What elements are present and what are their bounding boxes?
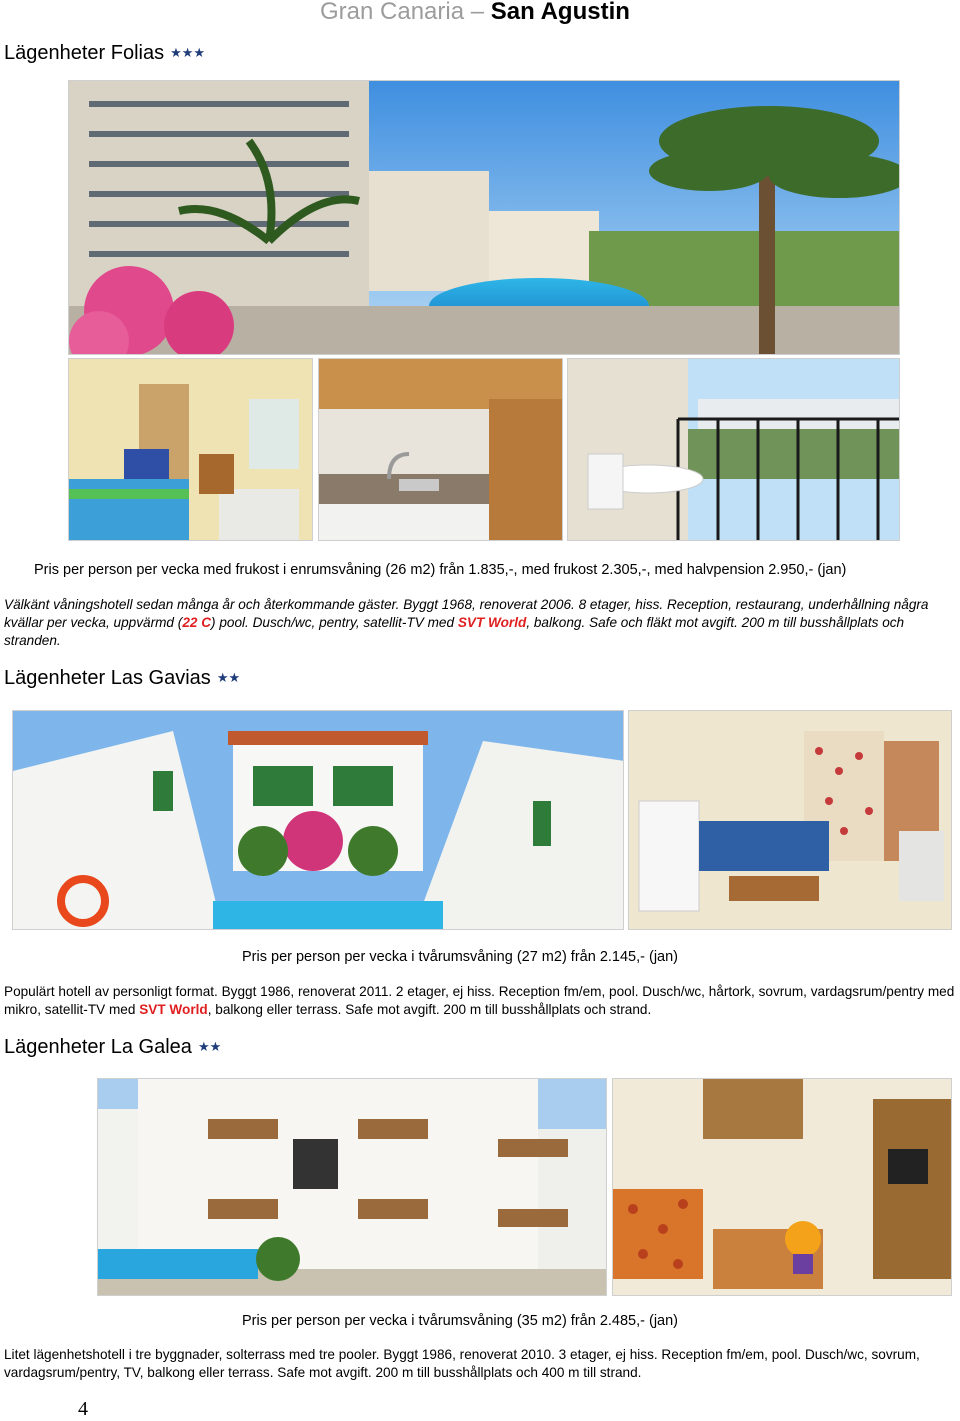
gavias-svt-world: SVT World: [139, 1002, 208, 1017]
folias-bedroom-photo: [68, 358, 313, 541]
section-title-la-galea: [4, 1036, 221, 1059]
folias-description: [4, 596, 956, 650]
folias-hotel-pool-photo: [68, 80, 900, 355]
folias-desc-part1: Välkänt våningshotell sedan många år och återkommande gäster. Byggt 1968, renoverat 2006. 8 etager, hiss. Reception, restaurang, underhållning några kvällar per vecka, uppvärmd (: [4, 597, 929, 630]
header-dash: –: [470, 0, 485, 25]
page-number: 4: [78, 1398, 88, 1420]
folias-pool-temperature: 22 C: [182, 615, 212, 630]
gavias-living-room-photo: [628, 710, 952, 930]
galea-living-room-illustration: [613, 1079, 952, 1296]
gavias-desc-part1: Populärt hotell av personligt format. Byggt 1986, renoverat 2011. 2 etager, ej hiss. Reception fm/em, pool. Dusch/wc, hårtork, sovrum, vardagsrum/pentry med mikro, satellit-TV med: [4, 984, 955, 1017]
header-town: San Agustin: [490, 0, 630, 25]
gavias-exterior-illustration: [13, 711, 624, 930]
gavias-desc-part2: , balkong eller terrass. Safe mot avgift. 200 m till busshållplats och strand.: [207, 1002, 652, 1017]
folias-balcony-illustration: [568, 359, 900, 541]
galea-price-text: Pris per person per vecka i tvårumsvåning (35 m2) från 2.485,- (jan): [242, 1313, 678, 1329]
section-title-las-gavias: [4, 667, 240, 690]
folias-bedroom-illustration: [69, 359, 313, 541]
folias-kitchenette-illustration: [319, 359, 563, 541]
folias-hotel-pool-illustration: [69, 81, 900, 355]
section-title-folias: [4, 42, 205, 65]
folias-price-text: Pris per person per vecka med frukost i enrumsvåning (26 m2) från 1.835,-, med frukost 2.305,-, med halvpension 2.950,- (jan): [34, 562, 847, 578]
gavias-exterior-pool-photo: [12, 710, 624, 930]
galea-exterior-illustration: [98, 1079, 607, 1296]
galea-description: Litet lägenhetshotell i tre byggnader, solterrass med tre pooler. Byggt 1986, renoverat 2010. 3 etager, ej hiss. Reception fm/em, pool. Dusch/wc, sovrum, vardagsrum/pentry, TV, balkong eller terrass. Safe mot avgift. 200 m till busshållplats och 400 m till strand.: [4, 1347, 920, 1380]
galea-exterior-pool-photo: [97, 1078, 607, 1296]
page-header: [320, 0, 630, 26]
folias-title-text: Lägenheter Folias: [4, 42, 165, 64]
gavias-living-room-illustration: [629, 711, 952, 930]
folias-desc-part2: ) pool. Dusch/wc, pentry, satellit-TV med: [211, 615, 458, 630]
header-region: Gran Canaria: [320, 0, 465, 25]
folias-desc-part3: , balkong. Safe och fläkt mot avgift. 200 m till busshållplats och stranden.: [4, 615, 905, 648]
gavias-stars-icon: ★★: [216, 670, 241, 685]
folias-balcony-photo: [567, 358, 900, 541]
galea-title-text: Lägenheter La Galea: [4, 1036, 192, 1058]
galea-living-room-photo: [612, 1078, 952, 1296]
folias-stars-icon: ★★★: [170, 45, 206, 60]
galea-stars-icon: ★★: [197, 1039, 222, 1054]
folias-svt-world: SVT World: [457, 615, 527, 630]
gavias-title-text: Lägenheter Las Gavias: [4, 667, 211, 689]
gavias-description: [4, 983, 956, 1019]
gavias-price-text: Pris per person per vecka i tvårumsvåning (27 m2) från 2.145,- (jan): [242, 949, 678, 965]
folias-kitchenette-photo: [318, 358, 563, 541]
